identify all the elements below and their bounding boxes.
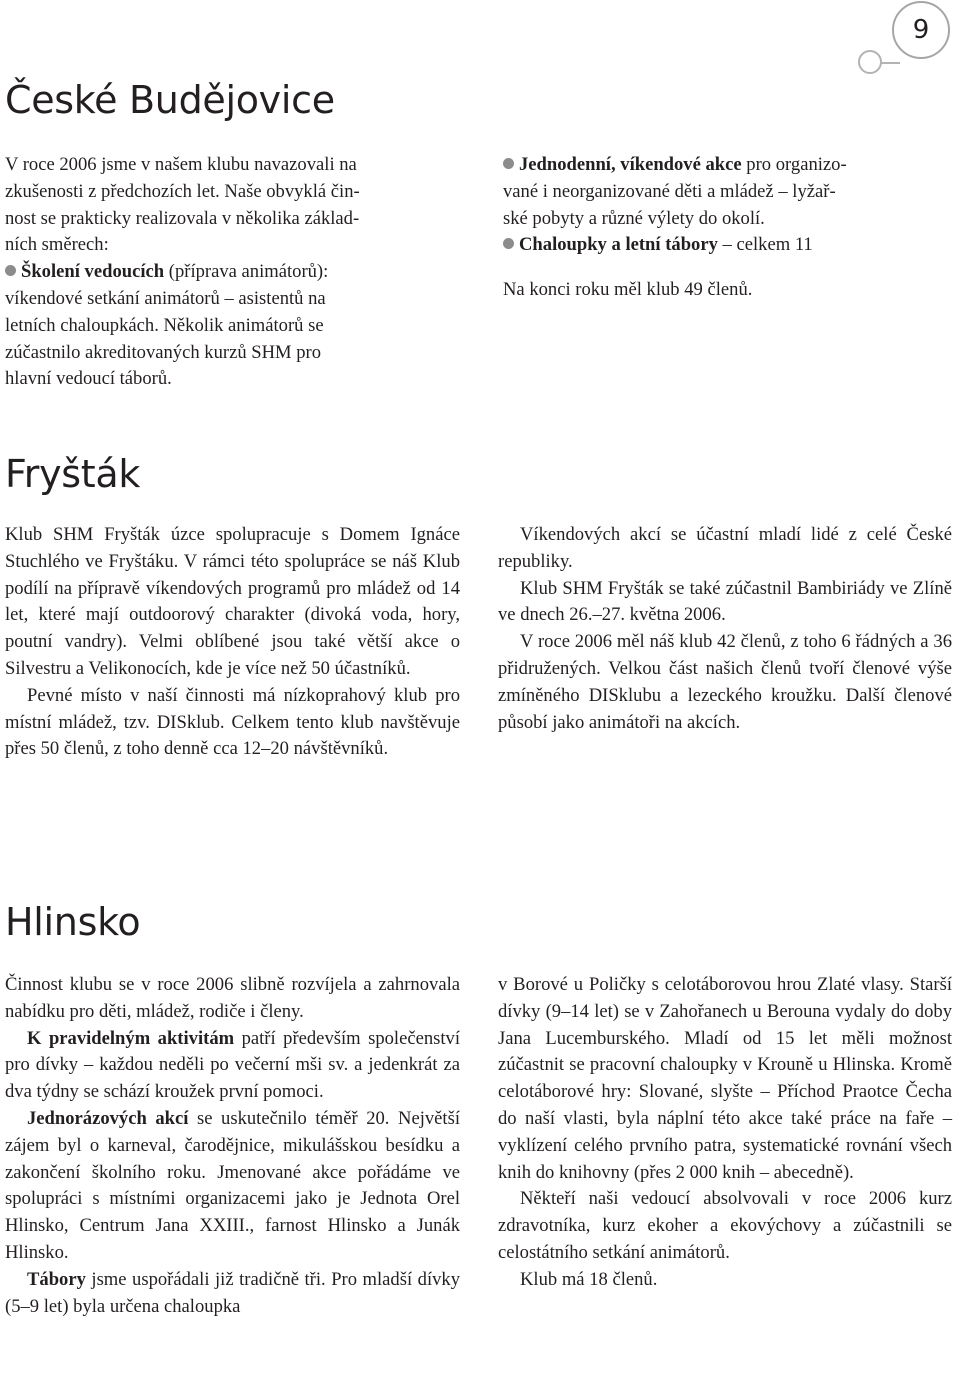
- text-line: nost se prakticky realizovala v několika základ-: [5, 207, 360, 229]
- paragraph: Klub SHM Fryšták se také zúčastnil Bambiriády ve Zlíně ve dnech 26.–27. května 2006.: [498, 577, 952, 626]
- paragraph-text: jsme uspořádali již tradičně tři. Pro mladší dívky (5–9 let) byla určena chaloupka: [5, 1268, 460, 1317]
- decorative-connector-line: [880, 62, 900, 64]
- text-line: letních chaloupkách. Několik animátorů se: [5, 314, 324, 336]
- section-title-ceske-budejovice: České Budějovice: [5, 78, 335, 122]
- frystak-right-column: [498, 522, 952, 736]
- budejovice-right-column: [503, 152, 956, 304]
- section-title-frystak: Fryšták: [5, 452, 141, 496]
- paragraph: Klub SHM Fryšták úzce spolupracuje s Domem Ignáce Stuchlého ve Fryštáku. V rámci této spolupráce se náš Klub podílí na přípravě víkendových programů pro mládež od 14 let, které mají outdoorový charakter (divoká voda, hory, poutní vandry). Velmi oblíbené jsou také větší akce o Silvestru a Velikonocích, kde je více než 50 účastníků.: [5, 524, 460, 679]
- bullet-text: pro organizo-: [741, 154, 847, 175]
- bullet-dot-icon: [503, 238, 514, 249]
- paragraph: [5, 1106, 460, 1267]
- paragraph: [5, 1267, 460, 1321]
- frystak-left-column: [5, 522, 460, 763]
- text-line: víkendové setkání animátorů – asistentů na: [5, 287, 326, 309]
- page-number: 9: [892, 1, 950, 59]
- bold-phrase: K pravidelným aktivitám: [27, 1027, 235, 1049]
- text-line: vané i neorganizované děti a mládež – lyžař-: [503, 180, 836, 202]
- paragraph: [5, 1026, 460, 1106]
- paragraph: Pevné místo v naší činnosti má nízkoprahový klub pro místní mládež, tzv. DISklub. Celkem tento klub navštěvuje přes 50 členů, z toho denně cca 12–20 návštěvníků.: [5, 684, 460, 760]
- bullet-item-chaloupky: [503, 232, 956, 259]
- bullet-text: – celkem 11: [717, 234, 813, 256]
- budejovice-left-column: [5, 152, 460, 393]
- paragraph: Někteří naši vedoucí absolvovali v roce 2006 kurz zdravotníka, kurz ekoher a ekovýchovy a zúčastnili se celostátního setkání animátorů.: [498, 1188, 952, 1263]
- bullet-bold-label: Jednodenní, víkendové akce: [519, 154, 742, 175]
- bullet-text: (příprava animátorů):: [164, 261, 329, 283]
- text-line: hlavní vedoucí táborů.: [5, 368, 172, 390]
- paragraph-text: se uskutečnilo téměř 20. Největší zájem byl o karneval, čarodějnice, mikulášskou besídku a zakončení školního roku. Jmenované akce pořádáme ve spolupráci s místními organizacemi jako je Jednota Orel Hlinsko, Centrum Jana XXIII., farnost Hlinsko a Junák Hlinsko.: [5, 1107, 460, 1263]
- text-line: ních směrech:: [5, 234, 109, 256]
- text-line: V roce 2006 jsme v našem klubu navazovali na: [5, 154, 357, 175]
- bullet-item-skoleni: [5, 259, 460, 286]
- text-line: zúčastnilo akreditovaných kurzů SHM pro: [5, 341, 322, 363]
- hlinsko-left-column: [5, 972, 460, 1320]
- text-line: Na konci roku měl klub 49 členů.: [503, 279, 753, 301]
- section-title-hlinsko: Hlinsko: [5, 900, 141, 944]
- paragraph: V roce 2006 měl náš klub 42 členů, z toho 6 řádných a 36 přidružených. Velkou část našich členů tvoří členové výše zmíněného DISklubu a lezeckého kroužku. Další členové působí jako animátoři na akcích.: [498, 631, 952, 733]
- bullet-dot-icon: [503, 158, 514, 169]
- decorative-small-circle: [858, 50, 882, 74]
- bullet-dot-icon: [5, 265, 16, 276]
- paragraph: Činnost klubu se v roce 2006 slibně rozvíjela a zahrnovala nabídku pro děti, mládež, rodiče i členy.: [5, 974, 460, 1022]
- page-number-badge: [886, 0, 960, 76]
- bullet-bold-label: Školení vedoucích: [21, 261, 165, 283]
- paragraph: v Borové u Poličky s celotáborovou hrou Zlaté vlasy. Starší dívky (9–14 let) se v Zahořanech u Berouna vydaly do doby Jana Lucemburského. Mladí od 15 let měli možnost zúčastnit se pracovní chaloupky v Krouně u Hlinska. Kromě celotáborové hry: Slované, slyšte – Příchod Praotce Čecha do naší vlasti, byla náplní této akce také práce na faře – vyklízení celého prvního patra, systematické rovnání všech knih do knihovny (přes 2 000 knih – abecedně).: [498, 974, 952, 1183]
- bold-phrase: Jednorázových akcí: [27, 1107, 189, 1129]
- text-line: ské pobyty a různé výlety do okolí.: [503, 207, 765, 229]
- text-line: zkušenosti z předchozích let. Naše obvyklá čin-: [5, 180, 360, 202]
- paragraph: Klub má 18 členů.: [520, 1268, 658, 1290]
- paragraph-text: patří především společenství pro dívky – každou neděli po večerní mši sv. a jedenkrát za dva týdny se schází kroužek první pomoci.: [5, 1027, 460, 1103]
- bullet-bold-label: Chaloupky a letní tábory: [519, 234, 718, 256]
- hlinsko-right-column: [498, 972, 952, 1294]
- bullet-item-jednodenni: [503, 152, 956, 179]
- bold-phrase: Tábory: [27, 1268, 86, 1290]
- paragraph: Víkendových akcí se účastní mladí lidé z celé České republiky.: [498, 524, 952, 572]
